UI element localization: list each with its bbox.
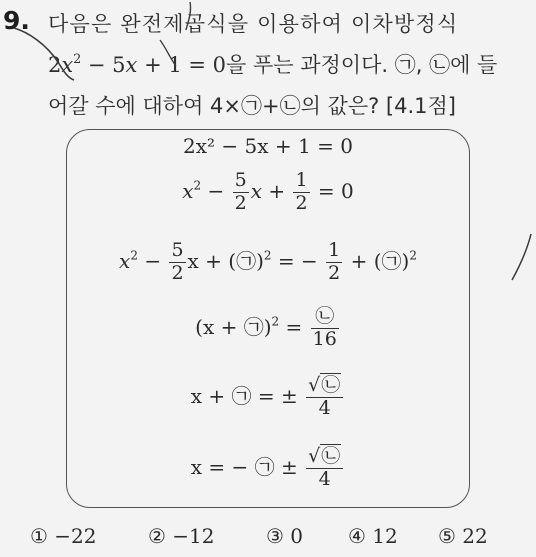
equation-var-2: x [125,53,138,77]
choice-value: −22 [54,524,97,548]
choice-2[interactable] [148,524,215,548]
row3-eq: = − [271,248,325,273]
frac-den: 4 [318,467,331,490]
radical-sign: √ [308,445,321,467]
frac-den: 2 [295,191,308,214]
frac-num: 5 [234,169,247,191]
fraction-5-over-2 [169,240,185,285]
choice-value: −12 [172,524,215,548]
row3-sq3: 2 [409,248,417,263]
choice-4[interactable] [348,524,398,548]
frac-num [306,375,343,398]
row4-eq: = [279,314,309,339]
row2-mid: x + [250,178,292,203]
frac-den: 2 [328,261,341,284]
question-line-2 [48,49,497,79]
choice-mark: ① [30,524,48,548]
frac-num: ㉡ [311,306,339,329]
solution-row-4 [0,306,536,351]
question-number: 9. [3,6,30,35]
choice-mark: ③ [266,524,284,548]
solution-row-2 [0,170,536,215]
choice-3[interactable] [266,524,303,548]
row2-sq: 2 [193,178,202,193]
frac-num [306,446,343,469]
row2-end: = 0 [311,178,354,203]
row4-sq: 2 [271,314,280,329]
row3-tail: + (㉠) [344,248,410,273]
row3-sq2: 2 [263,248,272,263]
choice-value: 0 [290,524,304,548]
sqrt-symbol [308,446,341,468]
frac-num: 1 [328,239,341,261]
frac-den: 2 [234,191,247,214]
row3-minus: − [137,248,168,273]
radical-sign: √ [308,374,321,396]
row3-sq: 2 [130,248,138,263]
fraction-sqrt-b-over-4 [306,375,343,420]
row2-x: x [182,178,194,203]
solution-row-5 [0,375,536,420]
equation-coef: 2 [48,53,62,77]
row6-left: x = − ㉠ ± [190,454,305,479]
choice-mark: ⑤ [438,524,456,548]
equation-var: x [61,53,74,77]
fraction-5-over-2 [233,170,249,215]
equation-mid: − 5 [81,53,126,77]
frac-den: 4 [318,396,331,419]
choice-1[interactable] [30,524,97,548]
question-line-2-text: 을 푸는 과정이다. ㉠, ㉡에 들 [226,53,498,77]
row5-left: x + ㉠ = ± [190,383,305,408]
choice-5[interactable] [438,524,488,548]
row3-mid: x + (㉠) [187,248,264,273]
sqrt-symbol [308,375,341,397]
frac-num: 5 [171,239,184,261]
fraction-b-over-16 [311,306,339,351]
radicand: ㉡ [321,445,341,467]
choice-value: 12 [372,524,398,548]
solution-row-3 [0,240,536,285]
choice-mark: ② [148,524,166,548]
frac-num: 1 [295,169,308,191]
fraction-1-over-2 [326,240,342,285]
row4-left: (x + ㉠) [195,314,272,339]
solution-row-1: 2x² − 5x + 1 = 0 [183,134,353,158]
question-line-3: 어갈 수에 대하여 4×㉠+㉡의 값은? [4.1점] [48,94,457,118]
radicand: ㉡ [321,374,341,396]
row2-minus: − [201,178,231,203]
equation-tail: + 1 = 0 [137,53,227,77]
row3-x: x [119,248,131,273]
choice-mark: ④ [348,524,366,548]
equation-exponent: 2 [73,51,82,67]
frac-den: 2 [171,261,184,284]
fraction-1-over-2 [293,170,309,215]
frac-den: 16 [312,327,337,350]
solution-row-6 [0,446,536,491]
question-line-1: 다음은 완전제곱식을 이용하여 이차방정식 [48,12,459,36]
choice-value: 22 [462,524,488,548]
fraction-sqrt-b-over-4 [306,446,343,491]
